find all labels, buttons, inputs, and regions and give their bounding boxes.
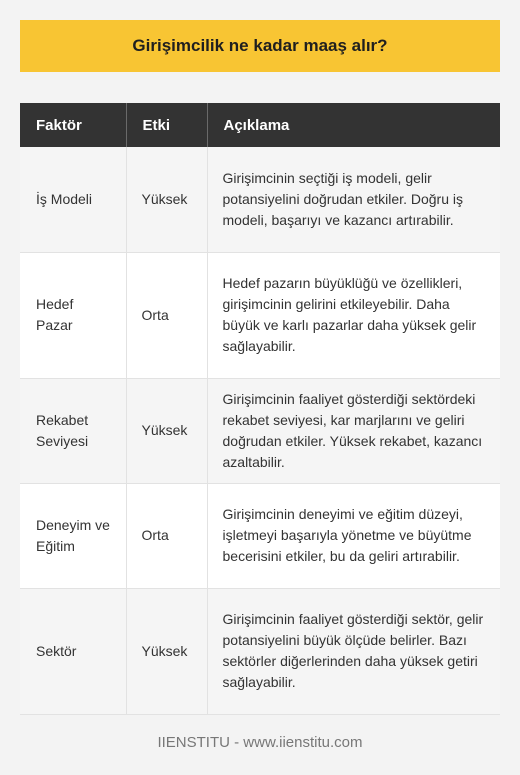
effect-cell: Orta [126,252,207,378]
effect-cell: Yüksek [126,588,207,714]
description-cell: Hedef pazarın büyüklüğü ve özellikleri, girişimcinin gelirini etkileyebilir. Daha büyük ve karlı pazarlar daha yüksek gelir sağlayabilir. [207,252,500,378]
description-cell: Girişimcinin seçtiği iş modeli, gelir potansiyelini doğrudan etkiler. Doğru iş modeli, başarıyı ve kazancı artırabilir. [207,147,500,252]
page-title: Girişimcilik ne kadar maaş alır? [132,36,388,55]
header-description: Açıklama [207,103,500,147]
table-row [20,252,500,378]
table-header [20,103,500,147]
description-cell: Girişimcinin deneyimi ve eğitim düzeyi, işletmeyi başarıyla yönetme ve büyütme becerisini etkiler, bu da geliri artırabilir. [207,483,500,588]
factor-cell: Rekabet Seviyesi [20,378,126,483]
table-body [20,147,500,714]
effect-cell: Yüksek [126,147,207,252]
title-banner [20,20,500,72]
footer-credit: IIENSTITU - www.iienstitu.com [157,734,363,751]
table-row [20,588,500,714]
table-row [20,147,500,252]
header-factor: Faktör [20,103,126,147]
description-cell: Girişimcinin faaliyet gösterdiği sektör, gelir potansiyelini büyük ölçüde belirler. Bazı sektörler diğerlerinden daha yüksek getiri sağlayabilir. [207,588,500,714]
effect-cell: Yüksek [126,378,207,483]
effect-cell: Orta [126,483,207,588]
salary-factors-table [20,103,500,715]
table-row [20,483,500,588]
table-header-row [20,103,500,147]
header-effect: Etki [126,103,207,147]
factor-cell: İş Modeli [20,147,126,252]
factor-cell: Sektör [20,588,126,714]
factor-cell: Deneyim ve Eğitim [20,483,126,588]
factor-cell: Hedef Pazar [20,252,126,378]
table-row [20,378,500,483]
description-cell: Girişimcinin faaliyet gösterdiği sektördeki rekabet seviyesi, kar marjlarını ve geliri doğrudan etkiler. Yüksek rekabet, kazancı azaltabilir. [207,378,500,483]
